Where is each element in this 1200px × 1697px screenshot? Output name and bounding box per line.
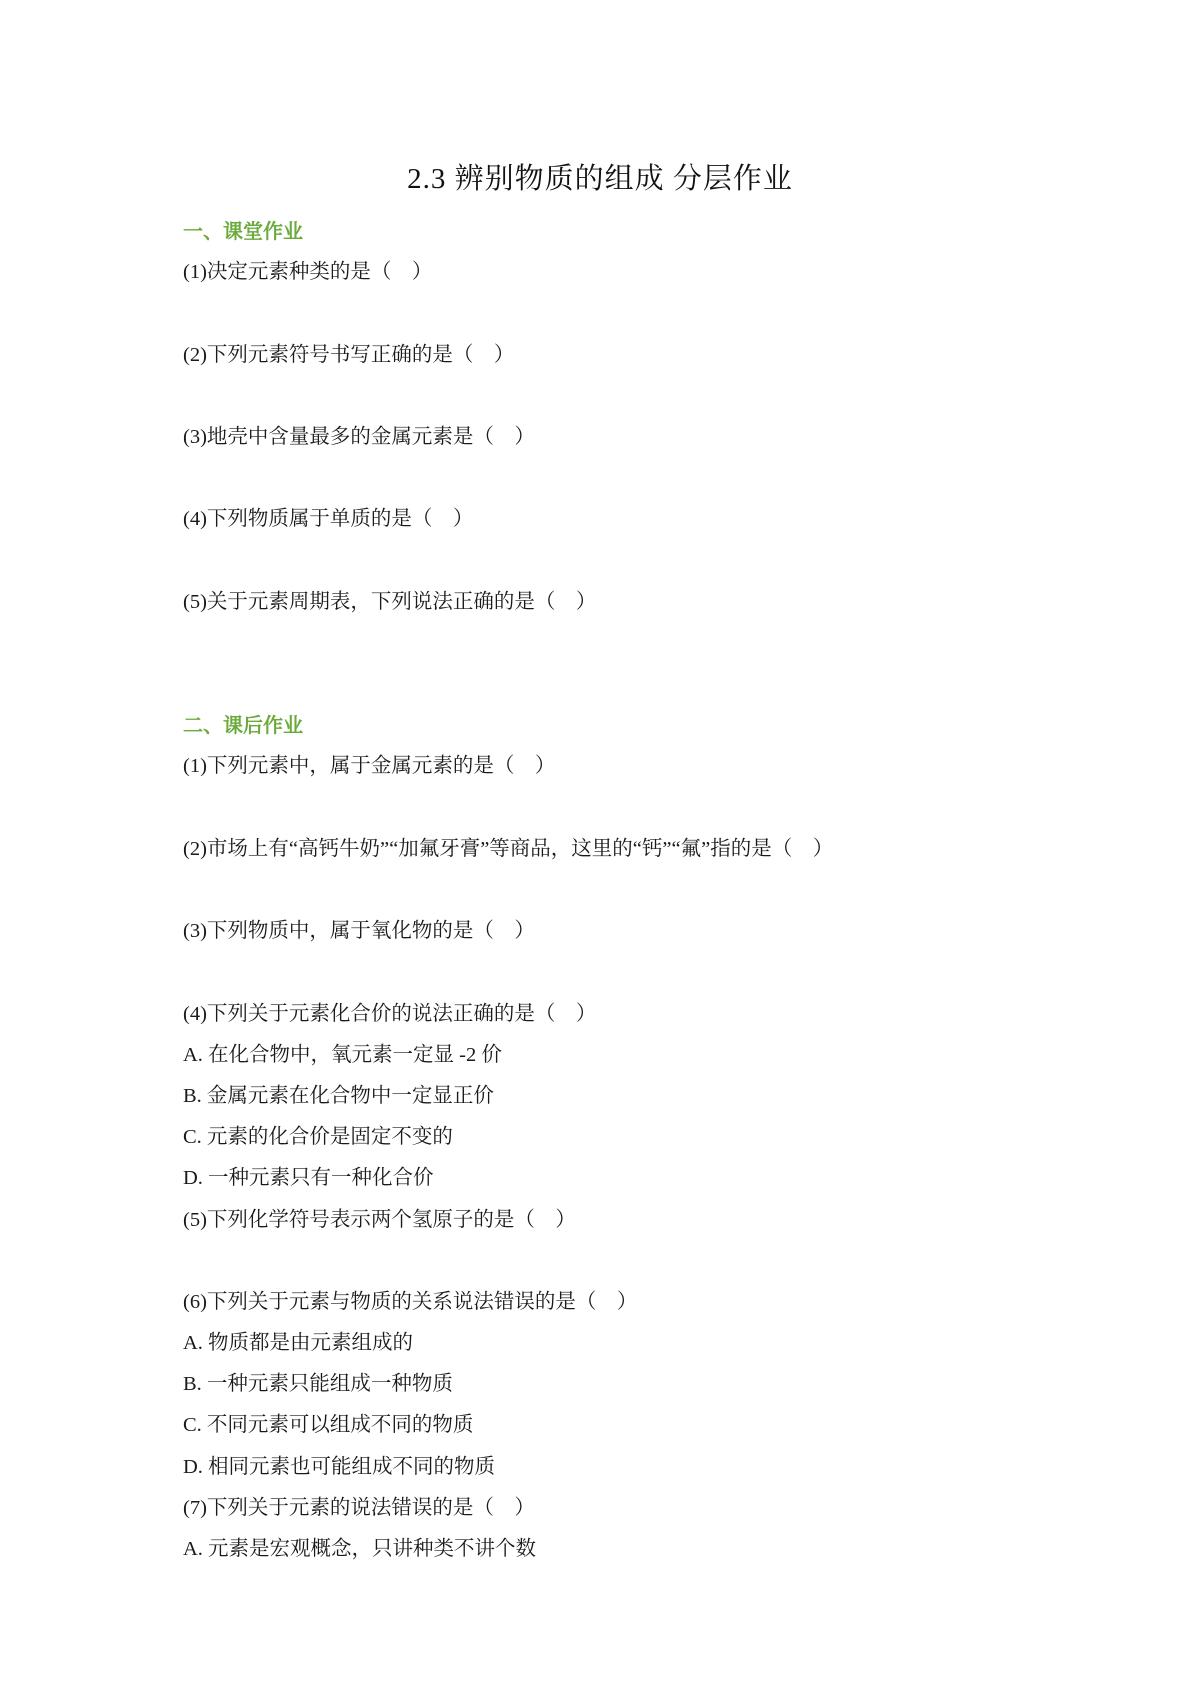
question-stem: (2)下列元素符号书写正确的是（ ）	[183, 343, 515, 366]
question-stem: (2)市场上有“高钙牛奶”“加氟牙膏”等商品，这里的“钙”“氟”指的是（ ）	[183, 837, 834, 860]
question-options	[183, 376, 1083, 417]
worksheet-content	[183, 211, 1083, 1570]
section-heading-classwork: 一、课堂作业	[183, 219, 303, 243]
question-options	[183, 870, 1083, 911]
question-stem: (5)关于元素周期表，下列说法正确的是（ ）	[183, 590, 597, 613]
question-stem: (1)下列元素中，属于金属元素的是（ ）	[183, 755, 556, 778]
question-options	[183, 664, 1083, 705]
question-options	[183, 458, 1083, 499]
question-options	[183, 788, 1083, 829]
option-b: B. 一种元素只能组成一种物质	[183, 1373, 453, 1396]
section-heading-homework: 二、课后作业	[183, 713, 303, 738]
option-d: D. 相同元素也可能组成不同的物质	[183, 1455, 496, 1478]
option-d: D. 一种元素只有一种化合价	[183, 1167, 434, 1190]
question-stem: (1)决定元素种类的是（ ）	[183, 261, 433, 284]
option-a: A. 元素是宏观概念，只讲种类不讲个数	[183, 1538, 537, 1560]
page-title: 2.3 辨别物质的组成 分层作业	[407, 163, 793, 195]
question-options	[183, 293, 1083, 334]
question-options	[183, 952, 1083, 993]
option-c: C. 不同元素可以组成不同的物质	[183, 1414, 474, 1437]
question-stem: (4)下列关于元素化合价的说法正确的是（ ）	[183, 1002, 597, 1025]
question-options	[183, 623, 1083, 664]
option-a: A. 物质都是由元素组成的	[183, 1332, 414, 1355]
question-stem: (7)下列关于元素的说法错误的是（ ）	[183, 1496, 535, 1519]
option-b: B. 金属元素在化合物中一定显正价	[183, 1084, 494, 1107]
question-stem: (6)下列关于元素与物质的关系说法错误的是（ ）	[183, 1290, 638, 1313]
option-c: C. 元素的化合价是固定不变的	[183, 1126, 453, 1149]
question-stem: (3)地壳中含量最多的金属元素是（ ）	[183, 425, 535, 448]
question-options	[183, 541, 1083, 582]
question-options	[183, 1241, 1083, 1282]
question-stem: (3)下列物质中，属于氧化物的是（ ）	[183, 920, 535, 943]
question-stem: (4)下列物质属于单质的是（ ）	[183, 508, 474, 531]
option-a: A. 在化合物中，氧元素一定显 -2 价	[183, 1043, 502, 1066]
question-stem: (5)下列化学符号表示两个氢原子的是（ ）	[183, 1208, 576, 1231]
